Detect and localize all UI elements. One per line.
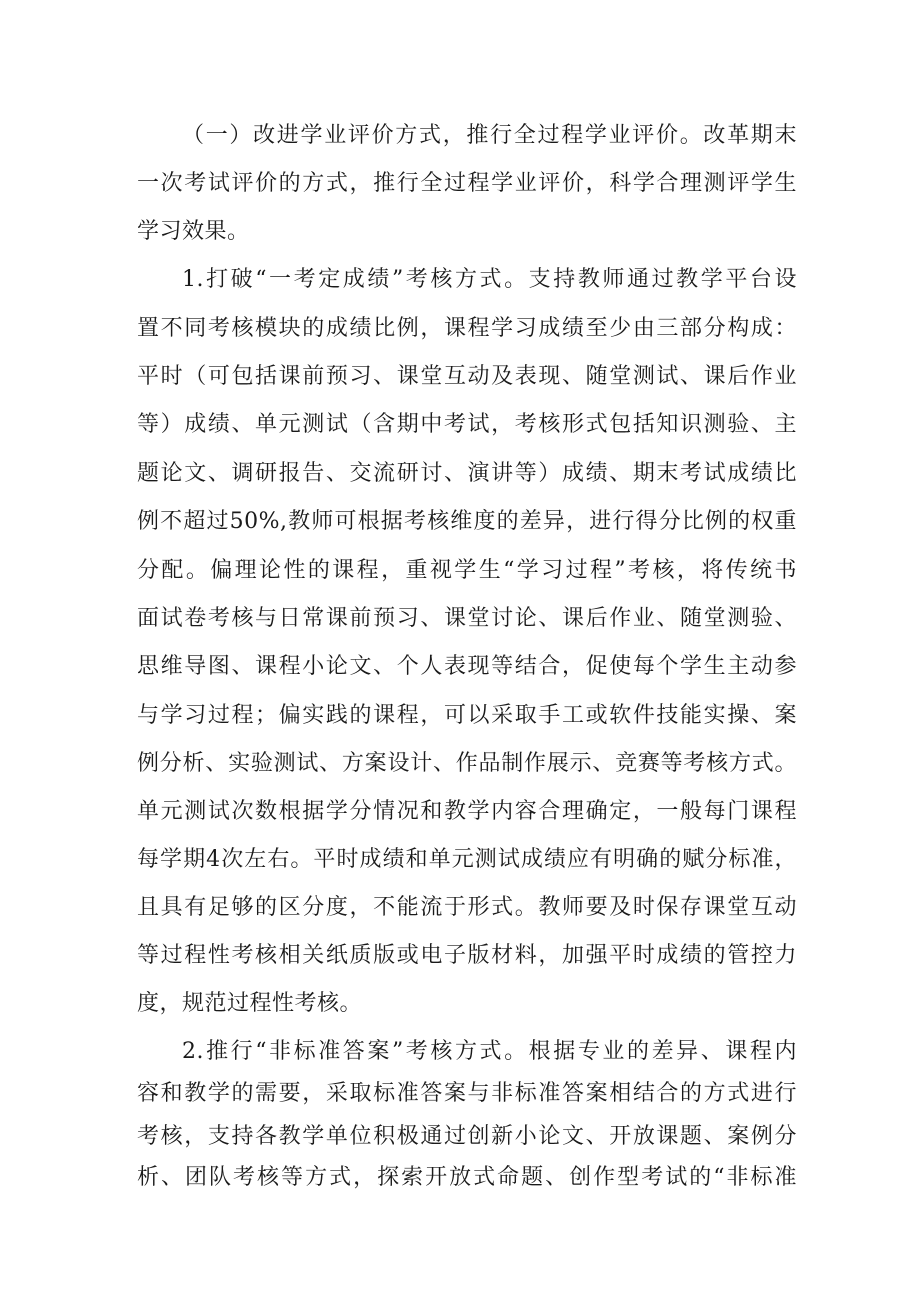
text-line: 一次考试评价的方式，推行全过程学业评价，科学合理测评学生 <box>137 171 797 196</box>
text-line: 置不同考核模块的成绩比例，课程学习成绩至少由三部分构成： <box>137 316 797 341</box>
text-line: 1.打破“一考定成绩”考核方式。支持教师通过教学平台设 <box>182 267 797 292</box>
text-line: 与学习过程；偏实践的课程，可以采取手工或软件技能实操、案 <box>137 703 797 728</box>
text-line: 思维导图、课程小论文、个人表现等结合，促使每个学生主动参 <box>137 654 797 679</box>
text-line: 等过程性考核相关纸质版或电子版材料，加强平时成绩的管控力 <box>137 943 797 968</box>
text-line: 学习效果。 <box>137 219 250 244</box>
text-line: 等）成绩、单元测试（含期中考试，考核形式包括知识测验、主 <box>137 412 797 437</box>
text-line: 且具有足够的区分度，不能流于形式。教师要及时保存课堂互动 <box>137 895 797 920</box>
text-line: 度，规范过程性考核。 <box>137 991 363 1016</box>
text-line: 例不超过50%,教师可根据考核维度的差异，进行得分比例的权重 <box>137 509 797 534</box>
text-line: 每学期4次左右。平时成绩和单元测试成绩应有明确的赋分标准， <box>137 847 797 872</box>
text-line: 2.推行“非标准答案”考核方式。根据专业的差异、课程内 <box>182 1039 797 1064</box>
text-line: 平时（可包括课前预习、课堂互动及表现、随堂测试、课后作业 <box>137 364 797 389</box>
text-line: 面试卷考核与日常课前预习、课堂讨论、课后作业、随堂测验、 <box>137 606 797 631</box>
text-line: 考核，支持各教学单位积极通过创新小论文、开放课题、案例分 <box>137 1124 797 1149</box>
text-line: 例分析、实验测试、方案设计、作品制作展示、竞赛等考核方式。 <box>137 751 797 776</box>
text-line: 析、团队考核等方式，探索开放式命题、创作型考试的“非标准 <box>137 1165 797 1190</box>
text-line: 容和教学的需要，采取标准答案与非标准答案相结合的方式进行 <box>137 1081 797 1106</box>
text-line: （一）改进学业评价方式，推行全过程学业评价。改革期末 <box>182 123 797 148</box>
text-line: 单元测试次数根据学分情况和教学内容合理确定，一般每门课程 <box>137 799 797 824</box>
text-line: 题论文、调研报告、交流研讨、演讲等）成绩、期末考试成绩比 <box>137 461 797 486</box>
text-line: 分配。偏理论性的课程，重视学生“学习过程”考核，将传统书 <box>137 558 797 583</box>
